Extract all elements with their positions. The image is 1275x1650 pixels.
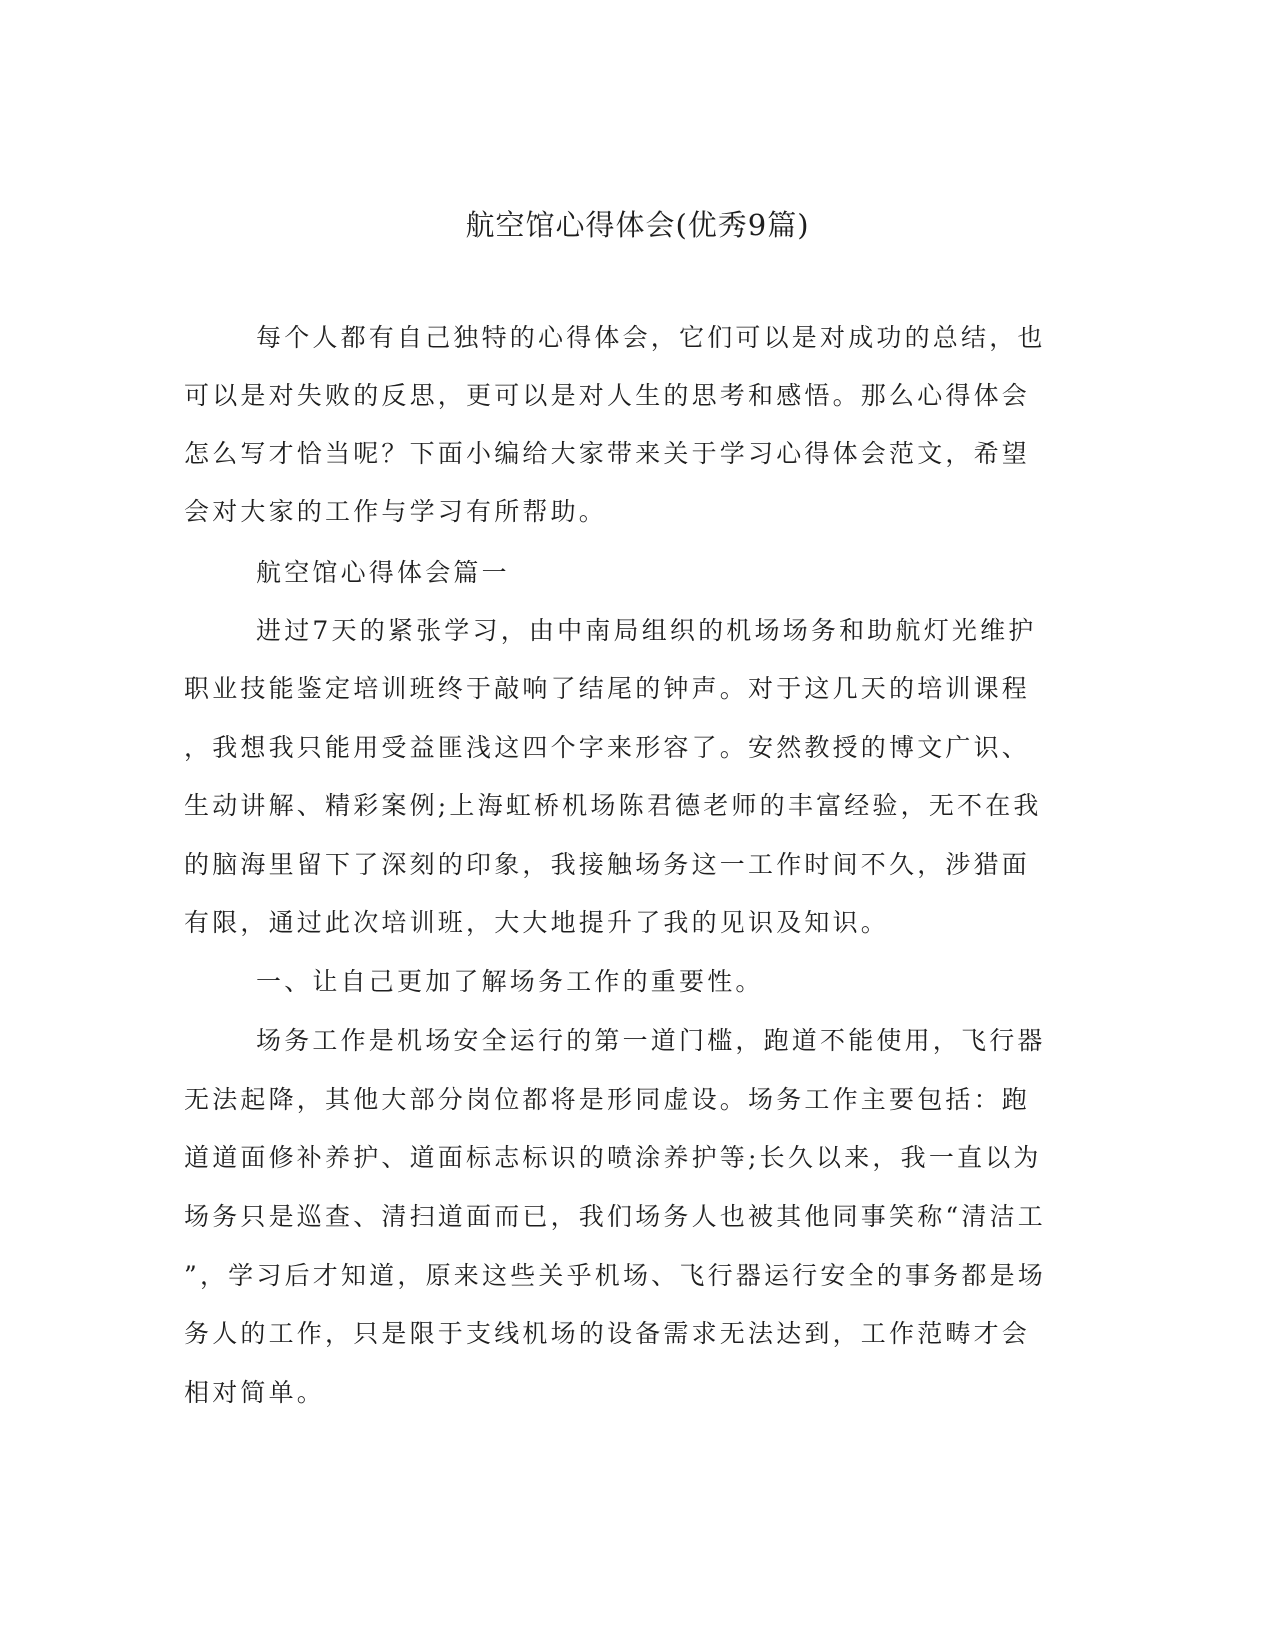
body-line: 生动讲解、精彩案例;上海虹桥机场陈君德老师的丰富经验，无不在我 xyxy=(184,791,1042,820)
body-line: 有限，通过此次培训班，大大地提升了我的见识及知识。 xyxy=(184,908,890,937)
section-heading: 航空馆心得体会篇一 xyxy=(256,558,510,587)
body-line: 职业技能鉴定培训班终于敲响了结尾的钟声。对于这几天的培训课程 xyxy=(184,674,1031,703)
body-line: ”，学习后才知道，原来这些关乎机场、飞行器运行安全的事务都是场 xyxy=(184,1261,1046,1290)
body-line: 怎么写才恰当呢？下面小编给大家带来关于学习心得体会范文，希望 xyxy=(184,439,1031,468)
body-line: 场务只是巡查、清扫道面而已，我们场务人也被其他同事笑称“清洁工 xyxy=(184,1202,1046,1231)
body-line: 无法起降，其他大部分岗位都将是形同虚设。场务工作主要包括：跑 xyxy=(184,1085,1031,1114)
body-line: 会对大家的工作与学习有所帮助。 xyxy=(184,497,608,526)
document-title: 航空馆心得体会(优秀9篇) xyxy=(465,208,810,242)
body-line: 务人的工作，只是限于支线机场的设备需求无法达到，工作范畴才会 xyxy=(184,1319,1031,1348)
body-line: ，我想我只能用受益匪浅这四个字来形容了。安然教授的博文广识、 xyxy=(184,733,1031,762)
body-line: 进过7天的紧张学习，由中南局组织的机场场务和助航灯光维护 xyxy=(256,616,1037,645)
body-line: 道道面修补养护、道面标志标识的喷涂养护等;长久以来，我一直以为 xyxy=(184,1143,1042,1172)
body-line: 的脑海里留下了深刻的印象，我接触场务这一工作时间不久，涉猎面 xyxy=(184,850,1031,879)
body-line: 相对简单。 xyxy=(184,1378,326,1407)
body-line: 可以是对失败的反思，更可以是对人生的思考和感悟。那么心得体会 xyxy=(184,381,1031,410)
body-line: 每个人都有自己独特的心得体会，它们可以是对成功的总结，也 xyxy=(256,323,1046,352)
subheading: 一、让自己更加了解场务工作的重要性。 xyxy=(256,967,764,996)
body-line: 场务工作是机场安全运行的第一道门槛，跑道不能使用，飞行器 xyxy=(256,1026,1046,1055)
